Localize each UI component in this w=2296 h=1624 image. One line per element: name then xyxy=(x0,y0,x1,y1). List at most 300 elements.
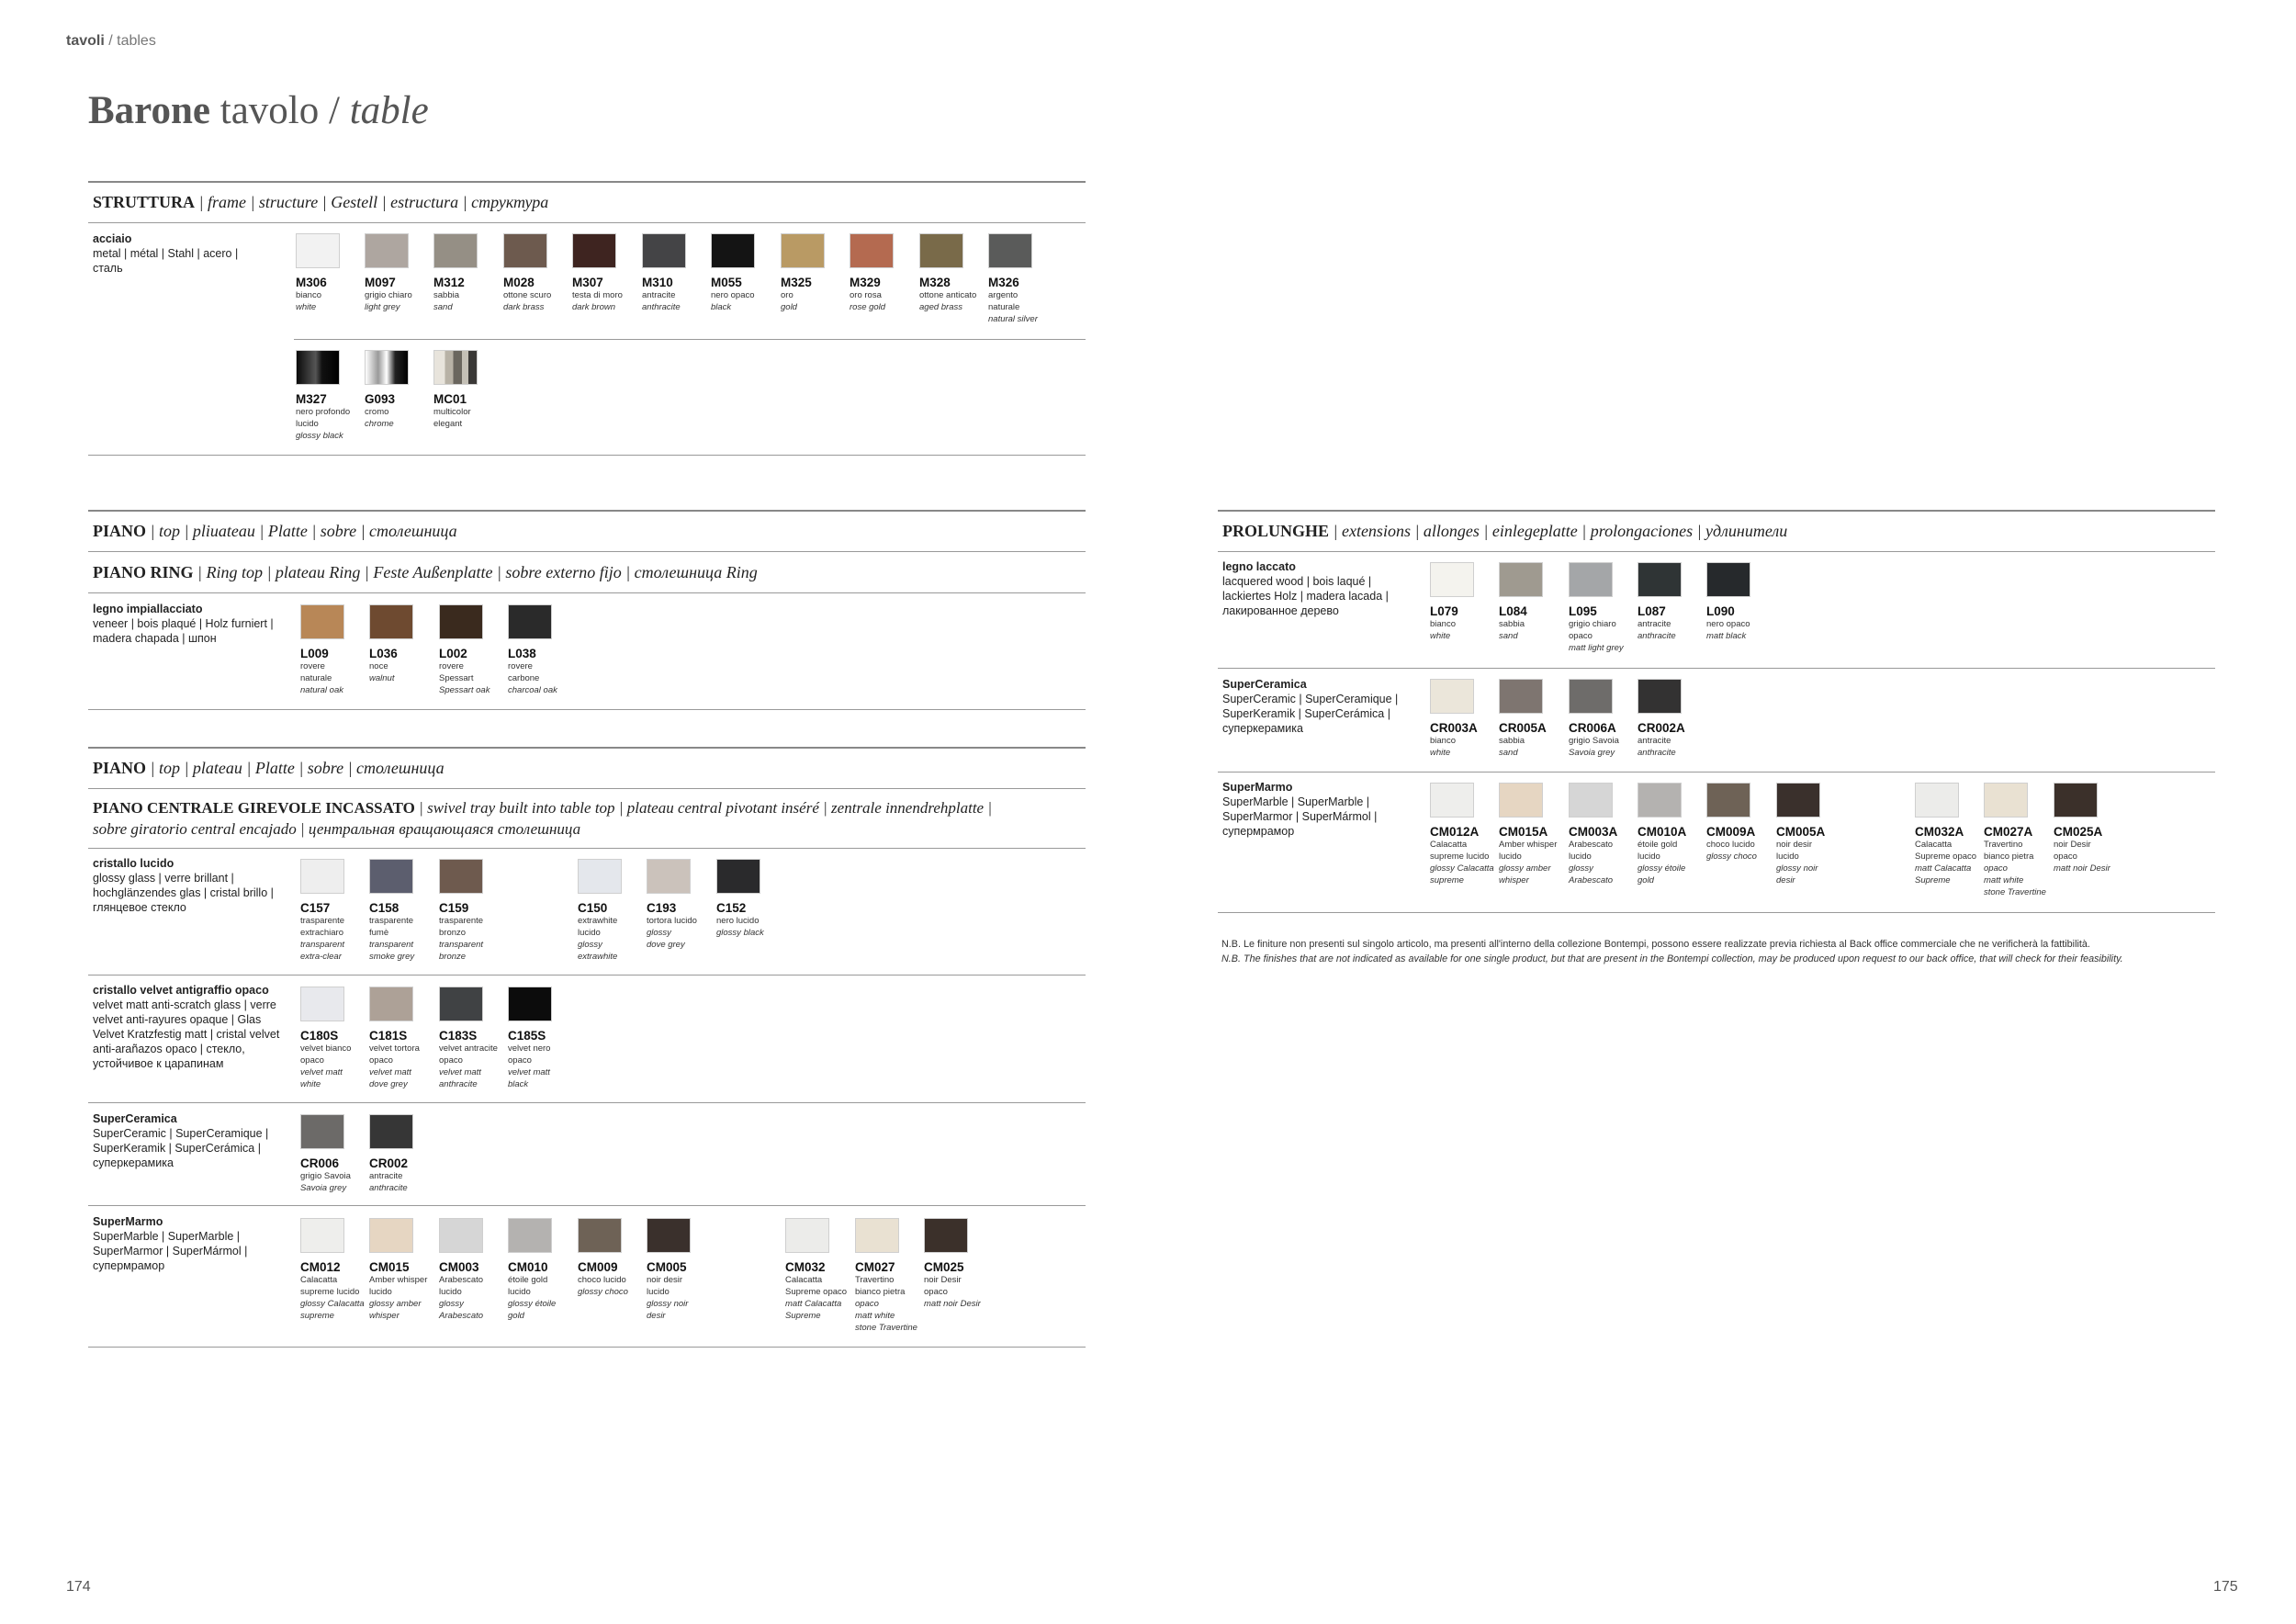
color-chip xyxy=(1638,562,1682,597)
color-chip xyxy=(2054,783,2098,818)
material-translations: SuperCeramic | SuperCeramique | SuperKeramik | SuperCerámica | суперкерамика xyxy=(93,1127,269,1169)
material-name: SuperCeramica xyxy=(1222,678,1307,691)
finish-description: anthracite xyxy=(1638,748,1676,758)
swatch-c159 xyxy=(439,859,483,963)
finish-description: supreme xyxy=(1430,875,1464,885)
section-header-translations: | extensions | allonges | einlegeplatte | prolongaciones | удлинители xyxy=(1329,522,1788,540)
finish-description: multicolor xyxy=(433,407,471,417)
finish-code: C150 xyxy=(578,901,608,915)
finish-description: Savoia grey xyxy=(1569,748,1615,758)
finish-description: choco lucido xyxy=(578,1275,626,1285)
section-header-translations: | top | pliuateau | Platte | sobre | столешница xyxy=(146,522,457,540)
finish-description: white xyxy=(296,302,317,312)
finish-description: Supreme opaco xyxy=(785,1287,848,1297)
swatch-mc01 xyxy=(433,350,478,430)
finish-description: naturale xyxy=(300,673,332,683)
finish-description: bianco xyxy=(296,290,321,300)
swatch-l038 xyxy=(508,604,557,696)
swatch-cr006a xyxy=(1569,679,1619,759)
material-translations: veneer | bois plaqué | Holz furniert | madera chapada | шпон xyxy=(93,617,274,645)
color-chip xyxy=(988,233,1032,268)
finish-description: lucido xyxy=(1569,851,1592,862)
material-name: acciaio xyxy=(93,232,132,245)
material-name: cristallo velvet antigraffio opaco xyxy=(93,984,269,997)
finish-code: M329 xyxy=(850,276,881,289)
finish-description: Amber whisper xyxy=(1499,840,1558,850)
material-label-acciaio xyxy=(93,231,267,276)
swatch-l002 xyxy=(439,604,490,696)
finish-description: velvet bianco xyxy=(300,1043,352,1054)
breadcrumb-subcategory: / tables xyxy=(104,33,156,49)
swatch-cm009 xyxy=(578,1218,628,1298)
finish-code: CM015 xyxy=(369,1260,410,1274)
swatch-c183s xyxy=(439,987,498,1090)
finish-description: trasparente xyxy=(439,916,484,926)
color-chip xyxy=(919,233,963,268)
finish-description: sand xyxy=(1499,748,1518,758)
swatch-cm012 xyxy=(300,1218,365,1322)
finish-description: velvet matt xyxy=(439,1067,481,1077)
swatch-cr003a xyxy=(1430,679,1478,759)
finish-description: grigio Savoia xyxy=(1569,736,1619,746)
finish-code: M055 xyxy=(711,276,742,289)
color-chip xyxy=(1499,562,1543,597)
color-chip xyxy=(924,1218,968,1253)
finish-description: rose gold xyxy=(850,302,886,312)
finish-code: CM009A xyxy=(1706,825,1756,839)
finish-code: M097 xyxy=(365,276,396,289)
swatch-cr002a xyxy=(1638,679,1685,759)
finish-description: opaco xyxy=(1984,863,2008,874)
finish-description: opaco xyxy=(2054,851,2077,862)
divider xyxy=(88,848,1086,849)
finish-description: sabbia xyxy=(1499,736,1525,746)
material-label-superceramica-prolunghe xyxy=(1222,677,1415,736)
finish-description: smoke grey xyxy=(369,952,415,962)
section-header-piano-centrale xyxy=(93,799,992,818)
finish-description: grigio chiaro xyxy=(365,290,412,300)
finish-description: glossy noir xyxy=(1776,863,1818,874)
color-chip xyxy=(1569,562,1613,597)
finish-description: lucido xyxy=(1638,851,1660,862)
note-english: N.B. The finishes that are not indicated as available for one single product, but that are present in the Bontempi collection, may be produced upon request to our back office, that will check for their feasibility. xyxy=(1221,953,2123,964)
finish-description: tortora lucido xyxy=(647,916,697,926)
divider xyxy=(294,339,1086,340)
material-name: cristallo lucido xyxy=(93,857,174,870)
color-chip xyxy=(1706,562,1750,597)
swatch-c180s xyxy=(300,987,352,1090)
finish-description: glossy choco xyxy=(578,1287,628,1297)
divider xyxy=(88,222,1086,223)
section-header-translations: | top | plateau | Platte | sobre | столешница xyxy=(146,759,445,777)
finish-description: trasparente xyxy=(300,916,345,926)
finish-description: matt light grey xyxy=(1569,643,1624,653)
swatch-m307 xyxy=(572,233,623,313)
finish-description: antracite xyxy=(642,290,676,300)
material-name: legno laccato xyxy=(1222,560,1296,573)
finish-code: CR002A xyxy=(1638,721,1685,735)
finish-description: noir Desir xyxy=(924,1275,962,1285)
color-chip xyxy=(1915,783,1959,818)
divider xyxy=(1218,772,2215,773)
finish-description: glossy amber xyxy=(369,1299,422,1309)
material-label-superceramica xyxy=(93,1111,290,1170)
finish-description: opaco xyxy=(508,1055,532,1066)
finish-description: oro rosa xyxy=(850,290,882,300)
material-translations: glossy glass | verre brillant | hochglänzendes glas | cristal brillo | глянцевое стекло xyxy=(93,872,274,914)
color-chip xyxy=(781,233,825,268)
finish-description: glossy xyxy=(578,940,602,950)
finish-code: C157 xyxy=(300,901,331,915)
finish-code: G093 xyxy=(365,392,396,406)
section-header-bold: STRUTTURA xyxy=(93,193,196,211)
finish-description: glossy xyxy=(1569,863,1593,874)
divider xyxy=(88,975,1086,976)
finish-description: anthracite xyxy=(642,302,681,312)
swatch-c185s xyxy=(508,987,552,1090)
finish-description: opaco xyxy=(855,1299,879,1309)
section-header-translations: | swivel tray built into table top | plateau central pivotant inséré | zentrale innendrehplatte | xyxy=(414,799,993,817)
color-chip xyxy=(1430,679,1474,714)
finish-description: testa di moro xyxy=(572,290,623,300)
finish-description: Savoia grey xyxy=(300,1183,347,1193)
finish-description: velvet nero xyxy=(508,1043,551,1054)
divider xyxy=(88,181,1086,183)
finish-code: CM027 xyxy=(855,1260,895,1274)
finish-description: lucido xyxy=(508,1287,531,1297)
swatch-m055 xyxy=(711,233,755,313)
finish-code: L009 xyxy=(300,647,329,660)
finish-description: anthracite xyxy=(369,1183,408,1193)
swatch-l079 xyxy=(1430,562,1474,642)
finish-description: opaco xyxy=(439,1055,463,1066)
finish-description: extrawhite xyxy=(578,952,618,962)
divider xyxy=(1218,912,2215,913)
finish-description: Amber whisper xyxy=(369,1275,428,1285)
finish-description: glossy amber xyxy=(1499,863,1551,874)
color-chip xyxy=(716,859,760,894)
color-chip xyxy=(503,233,547,268)
finish-description: supreme xyxy=(300,1311,334,1321)
finish-description: bianco pietra xyxy=(1984,851,2034,862)
color-chip xyxy=(439,1218,483,1253)
finish-description: noir Desir xyxy=(2054,840,2091,850)
swatch-m310 xyxy=(642,233,686,313)
finish-description: Supreme opaco xyxy=(1915,851,1977,862)
color-chip xyxy=(300,987,344,1021)
finish-description: anthracite xyxy=(439,1079,478,1089)
swatch-cm005 xyxy=(647,1218,691,1322)
swatch-c158 xyxy=(369,859,413,963)
finish-code: C185S xyxy=(508,1029,546,1043)
material-translations: lacquered wood | bois laqué | lackiertes Holz | madera lacada | лакированное дерево xyxy=(1222,575,1389,617)
finish-code: L087 xyxy=(1638,604,1666,618)
finish-description: gold xyxy=(781,302,797,312)
color-chip xyxy=(365,233,409,268)
finish-description: Supreme xyxy=(785,1311,821,1321)
finish-code: CR002 xyxy=(369,1156,409,1170)
color-chip xyxy=(369,987,413,1021)
finish-code: CM015A xyxy=(1499,825,1548,839)
color-chip xyxy=(1569,679,1613,714)
swatch-cm032 xyxy=(785,1218,848,1322)
finish-description: elegant xyxy=(433,419,463,429)
swatch-cm032a xyxy=(1915,783,1977,886)
divider xyxy=(88,551,1086,552)
color-chip xyxy=(300,1218,344,1253)
finish-description: lucido xyxy=(578,928,601,938)
finish-description: bianco pietra xyxy=(855,1287,906,1297)
finish-description: opaco xyxy=(924,1287,948,1297)
finish-description: glossy Calacatta xyxy=(1430,863,1494,874)
color-chip xyxy=(855,1218,899,1253)
finish-description: velvet matt xyxy=(300,1067,343,1077)
finish-description: noir desir xyxy=(1776,840,1813,850)
section-header-piano xyxy=(93,522,457,541)
finish-description: glossy étoile xyxy=(508,1299,557,1309)
finish-description: nero opaco xyxy=(1706,619,1750,629)
finish-code: C180S xyxy=(300,1029,339,1043)
finish-description: cromo xyxy=(365,407,389,417)
finish-description: desir xyxy=(1776,875,1795,885)
finish-description: velvet matt xyxy=(369,1067,411,1077)
divider xyxy=(88,592,1086,593)
finish-description: ottone anticato xyxy=(919,290,977,300)
divider xyxy=(88,1347,1086,1348)
finish-code: CR005A xyxy=(1499,721,1547,735)
color-chip xyxy=(1984,783,2028,818)
finish-description: Calacatta xyxy=(785,1275,823,1285)
color-chip xyxy=(642,233,686,268)
finish-description: bronzo xyxy=(439,928,467,938)
material-translations: SuperMarble | SuperMarble | SuperMarmor | SuperMármol | супермрамор xyxy=(1222,795,1378,838)
finish-description: Arabescato xyxy=(1569,840,1614,850)
color-chip xyxy=(296,233,340,268)
finish-description: matt noir Desir xyxy=(2054,863,2110,874)
color-chip xyxy=(369,859,413,894)
swatch-cm015a xyxy=(1499,783,1558,886)
finish-code: CM027A xyxy=(1984,825,2033,839)
color-chip xyxy=(850,233,894,268)
divider xyxy=(1218,551,2215,552)
swatch-cm015 xyxy=(369,1218,428,1322)
finish-description: whisper xyxy=(1499,875,1529,885)
swatch-l090 xyxy=(1706,562,1750,642)
finish-description: rovere xyxy=(508,661,533,671)
color-chip xyxy=(439,987,483,1021)
finish-description: glossy xyxy=(439,1299,464,1309)
swatch-m097 xyxy=(365,233,412,313)
finish-description: light grey xyxy=(365,302,400,312)
color-chip xyxy=(508,987,552,1021)
swatch-g093 xyxy=(365,350,409,430)
swatch-cm009a xyxy=(1706,783,1757,863)
finish-description: opaco xyxy=(300,1055,324,1066)
finish-description: stone Travertine xyxy=(1984,887,2046,897)
material-label-supermarmo-prolunghe xyxy=(1222,780,1415,839)
finish-description: dark brown xyxy=(572,302,615,312)
finish-description: supreme lucido xyxy=(300,1287,360,1297)
section-header-piano-2 xyxy=(93,759,445,778)
finish-description: velvet matt xyxy=(508,1067,550,1077)
finish-description: fumè xyxy=(369,928,389,938)
material-translations: SuperCeramic | SuperCeramique | SuperKeramik | SuperCerámica | суперкерамика xyxy=(1222,693,1399,735)
finish-code: M028 xyxy=(503,276,535,289)
finish-description: antracite xyxy=(1638,619,1671,629)
finish-description: whisper xyxy=(369,1311,400,1321)
section-header-prolunghe xyxy=(1222,522,1787,541)
finish-description: bianco xyxy=(1430,619,1456,629)
finish-description: Arabescato xyxy=(439,1311,484,1321)
section-header-bold: PIANO xyxy=(93,522,146,540)
swatch-cr005a xyxy=(1499,679,1547,759)
finish-description: nero profondo xyxy=(296,407,351,417)
color-chip xyxy=(572,233,616,268)
finish-code: C183S xyxy=(439,1029,478,1043)
color-chip xyxy=(1430,562,1474,597)
finish-description: Supreme xyxy=(1915,875,1951,885)
finish-description: matt Calacatta xyxy=(1915,863,1972,874)
title-product: Barone xyxy=(88,89,210,132)
swatch-l009 xyxy=(300,604,344,696)
color-chip xyxy=(439,604,483,639)
finish-description: velvet antracite xyxy=(439,1043,498,1054)
section-header-translations: sobre giratorio central encajado | центральная вращающаяся столешница xyxy=(93,820,581,838)
swatch-c181s xyxy=(369,987,420,1090)
finish-code: CM009 xyxy=(578,1260,618,1274)
finish-description: Spessart xyxy=(439,673,474,683)
title-type: tavolo / xyxy=(210,89,350,132)
finish-description: Arabescato xyxy=(439,1275,484,1285)
color-chip xyxy=(1638,679,1682,714)
finish-code: M326 xyxy=(988,276,1019,289)
finish-description: aged brass xyxy=(919,302,963,312)
page-number-left: 174 xyxy=(66,1579,91,1595)
material-translations: velvet matt anti-scratch glass | verre velvet anti-rayures opaque | Glas Velvet Kratzfestig matt | cristal velvet anti-arañazos opaco | стекло, устойчивое к царапинам xyxy=(93,998,280,1070)
finish-description: carbone xyxy=(508,673,540,683)
finish-code: CM005 xyxy=(647,1260,687,1274)
divider xyxy=(88,1102,1086,1103)
finish-code: L038 xyxy=(508,647,536,660)
finish-description: velvet tortora xyxy=(369,1043,420,1054)
finish-description: chrome xyxy=(365,419,394,429)
finish-code: M307 xyxy=(572,276,603,289)
finish-code: L090 xyxy=(1706,604,1735,618)
finish-code: C193 xyxy=(647,901,677,915)
finish-description: dove grey xyxy=(647,940,685,950)
section-header-struttura xyxy=(93,193,548,212)
swatch-cm005a xyxy=(1776,783,1826,886)
material-label-supermarmo xyxy=(93,1214,290,1273)
color-chip xyxy=(647,1218,691,1253)
finish-description: gold xyxy=(1638,875,1654,885)
finish-description: extra-clear xyxy=(300,952,342,962)
finish-code: L095 xyxy=(1569,604,1597,618)
finish-description: extrachiaro xyxy=(300,928,343,938)
finish-description: oro xyxy=(781,290,793,300)
finish-code: M327 xyxy=(296,392,327,406)
finish-description: Arabescato xyxy=(1569,875,1614,885)
finish-code: M325 xyxy=(781,276,812,289)
finish-description: choco lucido xyxy=(1706,840,1755,850)
swatch-cm003 xyxy=(439,1218,483,1322)
finish-description: black xyxy=(711,302,732,312)
finish-code: MC01 xyxy=(433,392,467,406)
finish-description: Travertino xyxy=(855,1275,895,1285)
finish-description: matt noir Desir xyxy=(924,1299,981,1309)
swatch-cm012a xyxy=(1430,783,1494,886)
breadcrumb xyxy=(66,33,156,50)
finish-description: sand xyxy=(433,302,453,312)
note-italian: N.B. Le finiture non presenti sul singolo articolo, ma presenti all'interno della collezione Bontempi, possono essere realizzate previa richiesta al Back office commerciale che ne verificherà la fattibilità. xyxy=(1221,939,2090,950)
finish-description: matt white xyxy=(855,1311,895,1321)
color-chip xyxy=(1706,783,1750,818)
finish-code: CM025 xyxy=(924,1260,964,1274)
color-chip xyxy=(365,350,409,385)
finish-code: L079 xyxy=(1430,604,1458,618)
swatch-m326 xyxy=(988,233,1038,325)
finish-description: gold xyxy=(508,1311,524,1321)
divider xyxy=(88,709,1086,710)
finish-code: CM003A xyxy=(1569,825,1618,839)
finish-description: matt black xyxy=(1706,631,1747,641)
finish-code: CM003 xyxy=(439,1260,479,1274)
finish-description: white xyxy=(1430,631,1451,641)
finish-code: L036 xyxy=(369,647,398,660)
finish-description: black xyxy=(508,1079,529,1089)
finish-description: ottone scuro xyxy=(503,290,552,300)
finish-description: sabbia xyxy=(1499,619,1525,629)
finish-description: charcoal oak xyxy=(508,685,557,695)
finish-description: trasparente xyxy=(369,916,414,926)
color-chip xyxy=(300,859,344,894)
swatch-l087 xyxy=(1638,562,1682,642)
finish-description: dove grey xyxy=(369,1079,408,1089)
color-chip xyxy=(1776,783,1820,818)
finish-description: matt white xyxy=(1984,875,2024,885)
finish-code: M328 xyxy=(919,276,951,289)
finish-description: glossy xyxy=(647,928,671,938)
color-chip xyxy=(785,1218,829,1253)
finish-description: noir desir xyxy=(647,1275,683,1285)
material-name: SuperMarmo xyxy=(93,1215,163,1228)
finish-description: walnut xyxy=(369,673,395,683)
finish-description: extrawhite xyxy=(578,916,618,926)
finish-code: CM010A xyxy=(1638,825,1687,839)
finish-description: matt Calacatta xyxy=(785,1299,842,1309)
finish-description: nero opaco xyxy=(711,290,755,300)
finish-description: glossy Calacatta xyxy=(300,1299,365,1309)
finish-code: CR006 xyxy=(300,1156,340,1170)
finish-code: M312 xyxy=(433,276,465,289)
page-title xyxy=(88,88,429,133)
swatch-cr006 xyxy=(300,1114,351,1194)
finish-description: transparent xyxy=(439,940,484,950)
finish-description: antracite xyxy=(369,1171,403,1181)
swatch-l036 xyxy=(369,604,413,684)
finish-code: C181S xyxy=(369,1029,408,1043)
divider xyxy=(88,1205,1086,1206)
finish-description: glossy black xyxy=(296,431,343,441)
color-chip xyxy=(508,1218,552,1253)
section-header-piano-centrale-line2 xyxy=(93,820,580,839)
color-chip xyxy=(433,350,478,385)
swatch-cm010 xyxy=(508,1218,557,1322)
finish-code: CM005A xyxy=(1776,825,1826,839)
finish-description: Calacatta xyxy=(1915,840,1953,850)
divider xyxy=(88,747,1086,749)
finish-description: lucido xyxy=(1776,851,1799,862)
